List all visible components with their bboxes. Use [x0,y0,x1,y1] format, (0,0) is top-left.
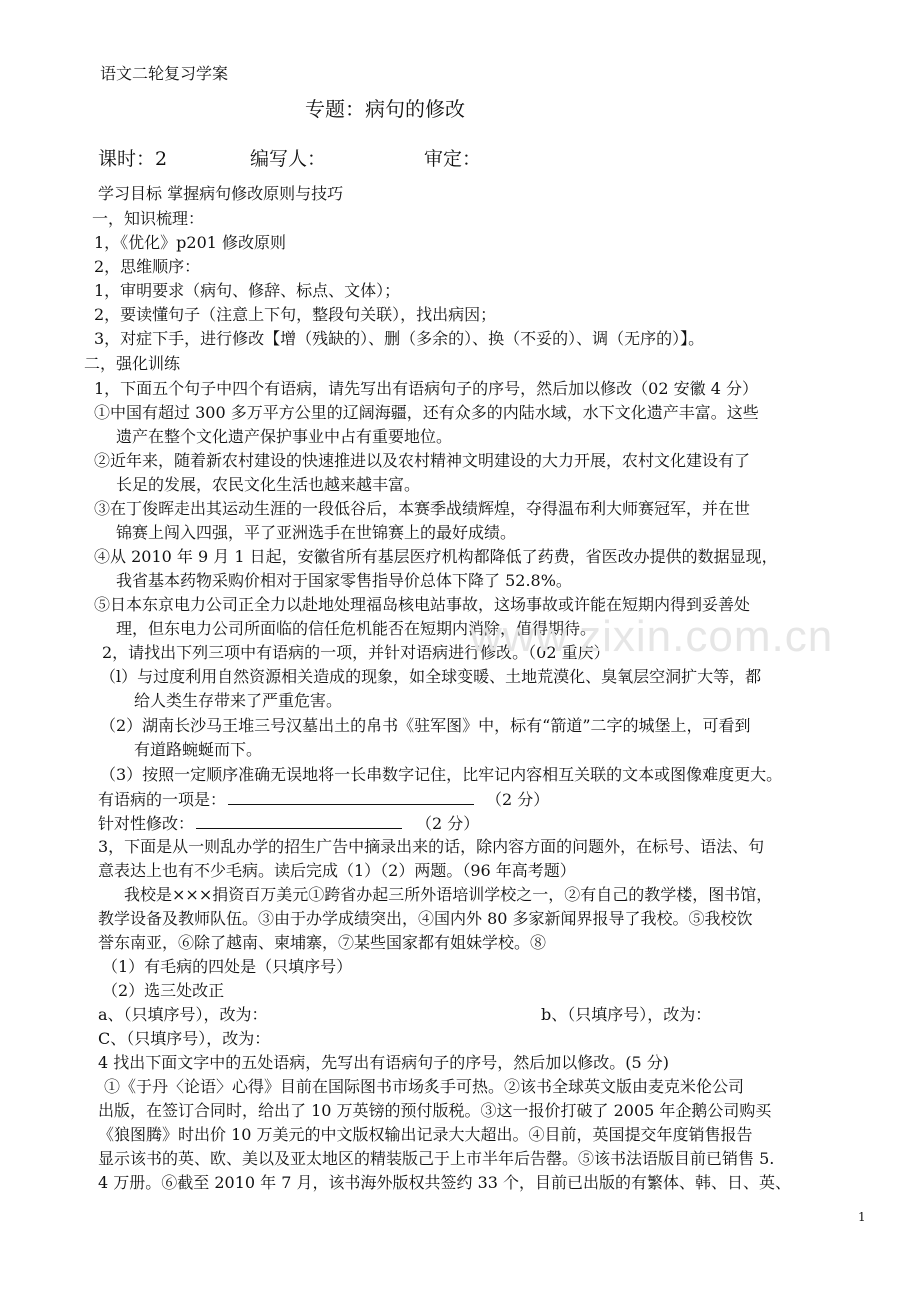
question-2: 2，请找出下列三项中有语病的一项，并针对语病进行修改。（02 重庆） [102,643,610,662]
text-line: 2，思维顺序： [94,257,201,276]
section-heading: 二，强化训练 [84,354,181,373]
answer-blank[interactable] [196,812,402,829]
answer-blank[interactable] [228,788,474,805]
study-goal: 学习目标 掌握病句修改原则与技巧 [98,184,344,203]
watermark: www.zixin.com.cn [470,612,834,661]
text-line: （2）湖南长沙马王堆三号汉墓出土的帛书《驻军图》中，标有“箭道”二字的城堡上，可看到 [100,716,751,735]
fill-a: a、（只填序号），改为： [98,1005,268,1024]
text-line: 3，对症下手，进行修改【增（残缺的）、删（多余的）、换（不妥的）、调（无序的）】。 [94,329,705,348]
text-line: ③在丁俊晖走出其运动生涯的一段低谷后，本赛季战绩辉煌，夺得温布利大师赛冠军，并在世 [94,499,751,518]
text-line: 4 万册。⑥截至 2010 年 7 月，该书海外版权共签约 33 个，目前已出版的有繁体、韩、日、英、 [98,1173,792,1192]
text-line: 出版，在签订合同时，给出了 10 万英镑的预付版税。③这一报价打破了 2005 年企鹅公司购买 [98,1101,772,1120]
text-line: ②近年来，随着新农村建设的快速推进以及农村精神文明建设的大力开展，农村文化建设有了 [94,451,751,470]
header-text: 语文二轮复习学案 [100,64,229,83]
text-line: ①《于丹〈论语〉心得》目前在国际图书市场炙手可热。②该书全球英文版由麦克米伦公司 [104,1077,745,1096]
text-line: ④从 2010 年 9 月 1 日起，安徽省所有基层医疗机构都降低了药费，省医改办提供的数据显现， [94,547,778,566]
text-line: 我校是×××捐资百万美元①跨省办起三所外语培训学校之一，②有自己的教学楼，图书馆， [124,885,773,904]
answer-label: 有语病的一项是： [98,790,227,809]
question-1: 1，下面五个句子中四个有语病，请先写出有语病句子的序号，然后加以修改（02 安徽 4 分） [94,379,758,398]
text-line: （3）按照一定顺序准确无误地将一长串数字记住，比牢记内容相互关联的文本或图像难度更大。 [100,765,783,784]
text-line: 1，《优化》p201 修改原则 [94,233,287,252]
section-heading: 一，知识梳理： [92,209,205,228]
text-line: 理，但东电力公司所面临的信任危机能否在短期内消除，值得期待。 [116,619,597,638]
meta-author: 编写人： [250,148,327,170]
text-line: ①中国有超过 300 多万平方公里的辽阔海疆，还有众多的内陆水域，水下文化遗产丰富。这些 [94,403,759,422]
text-line: （l）与过度利用自然资源相关造成的现象，如全球变暖、土地荒漠化、臭氧层空洞扩大等，都 [100,667,762,686]
text-line: 有道路蜿蜒而下。 [134,740,263,759]
text-line: （1）有毛病的四处是（只填序号） [102,957,353,976]
text-line: 教学设备及教师队伍。③由于办学成绩突出，④国内外 80 多家新闻界报导了我校。⑤我校饮 [98,909,753,928]
meta-hours: 课时：2 [98,148,168,170]
text-line: 《狼图腾》时出价 10 万美元的中文版权输出记录大大超出。④目前，英国提交年度销售报告 [98,1125,753,1144]
text-line: 显示该书的英、欧、美以及亚太地区的精装版己于上市半年后告罄。⑤该书法语版目前已销售 5. [98,1149,775,1168]
text-line: 2，要读懂句子（注意上下句，整段句关联），找出病因； [94,305,497,324]
text-line: （2）选三处改正 [102,981,225,1000]
question-4: 4 找出下面文字中的五处语病，先写出有语病句子的序号，然后加以修改。(5 分) [98,1053,670,1072]
text-line: 锦赛上闯入四强，平了亚洲选手在世锦赛上的最好成绩。 [116,523,517,542]
fill-c: C、（只填序号），改为： [98,1029,271,1048]
text-line: 我省基本药物采购价相对于国家零售指导价总体下降了 52.8%。 [116,571,572,590]
answer-line [98,812,479,835]
score-label: （2 分） [486,790,550,809]
page-number: 1 [858,1210,866,1224]
text-line: 誉东南亚，⑥除了越南、柬埔寨，⑦某些国家都有姐妹学校。⑧ [98,933,547,952]
text-line: ⑤日本东京电力公司正全力以赴地处理福岛核电站事故，这场事故或许能在短期内得到妥善处 [94,595,751,614]
question-3: 3，下面是从一则乱办学的招生广告中摘录出来的话，除内容方面的问题外，在标号、语法、句 [98,837,765,856]
score-label: （2 分） [416,814,480,833]
page-title: 专题：病句的修改 [305,97,465,121]
text-line: 长足的发展，农民文化生活也越来越丰富。 [116,475,421,494]
fill-b: b、（只填序号），改为： [541,1005,712,1024]
meta-review: 审定： [424,148,482,170]
text-line: 给人类生存带来了严重危害。 [134,691,343,710]
text-line: 意表达上也有不少毛病。读后完成（1）（2）两题。（96 年高考题） [98,861,576,880]
text-line: 1，审明要求（病句、修辞、标点、文体）； [94,281,401,300]
answer-line [98,788,549,811]
answer-label: 针对性修改： [98,814,195,833]
text-line: 遗产在整个文化遗产保护事业中占有重要地位。 [116,427,453,446]
